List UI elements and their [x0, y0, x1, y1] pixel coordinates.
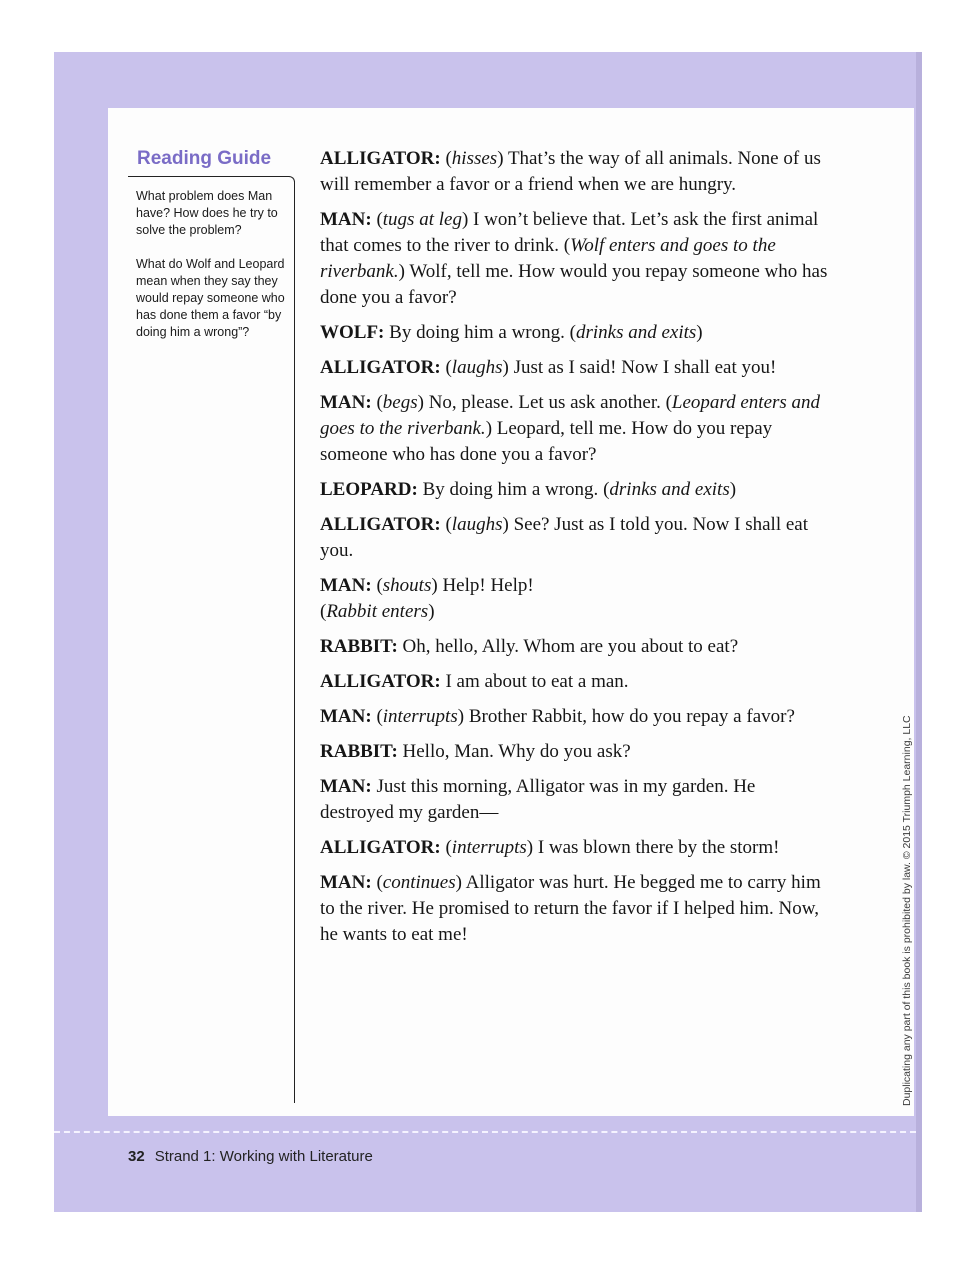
stage-direction: tugs at leg: [382, 209, 462, 230]
dialogue-text: Oh, hello, Ally. Whom are you about to eat?: [397, 636, 739, 657]
stage-direction: drinks and exits: [609, 479, 730, 500]
speaker-name: MAN:: [320, 872, 372, 893]
speaker-name: MAN:: [320, 776, 372, 797]
script-line: [320, 739, 830, 765]
page-footer: [128, 1148, 373, 1165]
script-line: MAN: (tugs at leg) I won’t believe that. Let’s ask the first animal that comes to the river to drink. (Wolf enters and goes to the riverbank.) Wolf, tell me. How would you repay someone who has done you a favor?: [320, 209, 828, 308]
dialogue-text: Hello, Man. Why do you ask?: [397, 741, 631, 762]
stage-direction: laughs: [451, 357, 503, 378]
script-line: MAN: (begs) No, please. Let us ask another. (Leopard enters and goes to the riverbank.) Leopard, tell me. How do you repay someone who has done you a favor?: [320, 392, 821, 465]
footer-dashed-rule: [54, 1131, 916, 1133]
stage-direction: interrupts: [382, 706, 458, 727]
dialogue-text: Brother Rabbit, how do you repay a favor?: [464, 706, 795, 727]
stage-direction: drinks and exits: [575, 322, 697, 343]
section-title: Strand 1: Working with Literature: [154, 1148, 373, 1165]
play-script: [320, 146, 830, 957]
dialogue-text: See? Just as I told you. Now I shall eat you.: [320, 514, 809, 561]
script-line: ALLIGATOR: (laughs) See? Just as I told you. Now I shall eat you.: [320, 514, 809, 561]
dialogue-text: Alligator was hurt. He begged me to carry him to the river. He promised to return the favor if I helped him. Now, he wants to eat me!: [320, 872, 821, 945]
speaker-name: ALLIGATOR:: [320, 671, 441, 692]
speaker-name: RABBIT:: [320, 741, 398, 762]
stage-direction: hisses: [451, 148, 498, 169]
script-line: ALLIGATOR: (interrupts) I was blown there by the storm!: [320, 837, 780, 858]
copyright-notice: Duplicating any part of this book is prohibited by law. © 2015 Triumph Learning, LLC: [901, 715, 913, 1106]
speaker-name: RABBIT:: [320, 636, 398, 657]
dialogue-text: Help! Help!: [437, 575, 534, 596]
script-line: MAN: (continues) Alligator was hurt. He begged me to carry him to the river. He promised to return the favor if I helped him. Now, he wants to eat me!: [320, 872, 821, 945]
dialogue-text: I am about to eat a man.: [440, 671, 629, 692]
stage-direction: interrupts: [451, 837, 527, 858]
script-line: MAN: (interrupts) Brother Rabbit, how do you repay a favor?: [320, 706, 795, 727]
stage-direction: Leopard enters and goes to the riverbank.: [320, 392, 821, 439]
dialogue-text: Wolf, tell me. How would you repay someone who has done you a favor?: [320, 261, 828, 308]
speaker-name: MAN:: [320, 209, 372, 230]
script-line: [320, 634, 830, 660]
script-line: (Rabbit enters): [320, 601, 435, 622]
dialogue-text: Leopard, tell me. How do you repay someone who has done you a favor?: [320, 418, 773, 465]
stage-direction: continues: [382, 872, 456, 893]
dialogue-text: By doing him a wrong.: [384, 322, 570, 343]
page-number: 32: [128, 1148, 145, 1165]
speaker-name: LEOPARD:: [320, 479, 418, 500]
dialogue-text: I won’t believe that. Let’s ask the first animal that comes to the river to drink.: [320, 209, 819, 256]
script-line: LEOPARD: By doing him a wrong. (drinks and exits): [320, 479, 737, 500]
script-line: WOLF: By doing him a wrong. (drinks and exits): [320, 322, 703, 343]
dialogue-text: Just this morning, Alligator was in my garden. He destroyed my garden—: [320, 776, 756, 823]
speaker-name: MAN:: [320, 392, 372, 413]
dialogue-text: Just as I said! Now I shall eat you!: [508, 357, 777, 378]
script-line: [320, 774, 830, 826]
speaker-name: WOLF:: [320, 322, 385, 343]
reading-guide-question-1: What problem does Man have? How does he try to solve the problem?: [136, 189, 278, 237]
reading-guide-title: Reading Guide: [137, 148, 272, 169]
speaker-name: MAN:: [320, 575, 372, 596]
stage-direction: begs: [382, 392, 418, 413]
dialogue-text: I was blown there by the storm!: [533, 837, 780, 858]
stage-direction: Wolf enters and goes to the riverbank.: [320, 235, 776, 282]
script-line: ALLIGATOR: (hisses) That’s the way of all animals. None of us will remember a favor or a friend when we are hungry.: [320, 148, 821, 195]
stage-direction: Rabbit enters: [326, 601, 429, 622]
speaker-name: ALLIGATOR:: [320, 148, 441, 169]
speaker-name: ALLIGATOR:: [320, 357, 441, 378]
speaker-name: ALLIGATOR:: [320, 837, 441, 858]
script-line: [320, 669, 830, 695]
stage-direction: laughs: [451, 514, 503, 535]
script-line: ALLIGATOR: (laughs) Just as I said! Now I shall eat you!: [320, 357, 777, 378]
dialogue-text: No, please. Let us ask another.: [423, 392, 666, 413]
reading-guide-question-2: What do Wolf and Leopard mean when they say they would repay someone who has done them a favor “by doing him a wrong”?: [136, 257, 285, 339]
dialogue-text: That’s the way of all animals. None of us will remember a favor or a friend when we are hungry.: [320, 148, 821, 195]
speaker-name: ALLIGATOR:: [320, 514, 441, 535]
stage-direction: shouts: [382, 575, 432, 596]
dialogue-text: By doing him a wrong.: [417, 479, 604, 500]
script-line: MAN: (shouts) Help! Help!: [320, 575, 534, 596]
speaker-name: MAN:: [320, 706, 372, 727]
